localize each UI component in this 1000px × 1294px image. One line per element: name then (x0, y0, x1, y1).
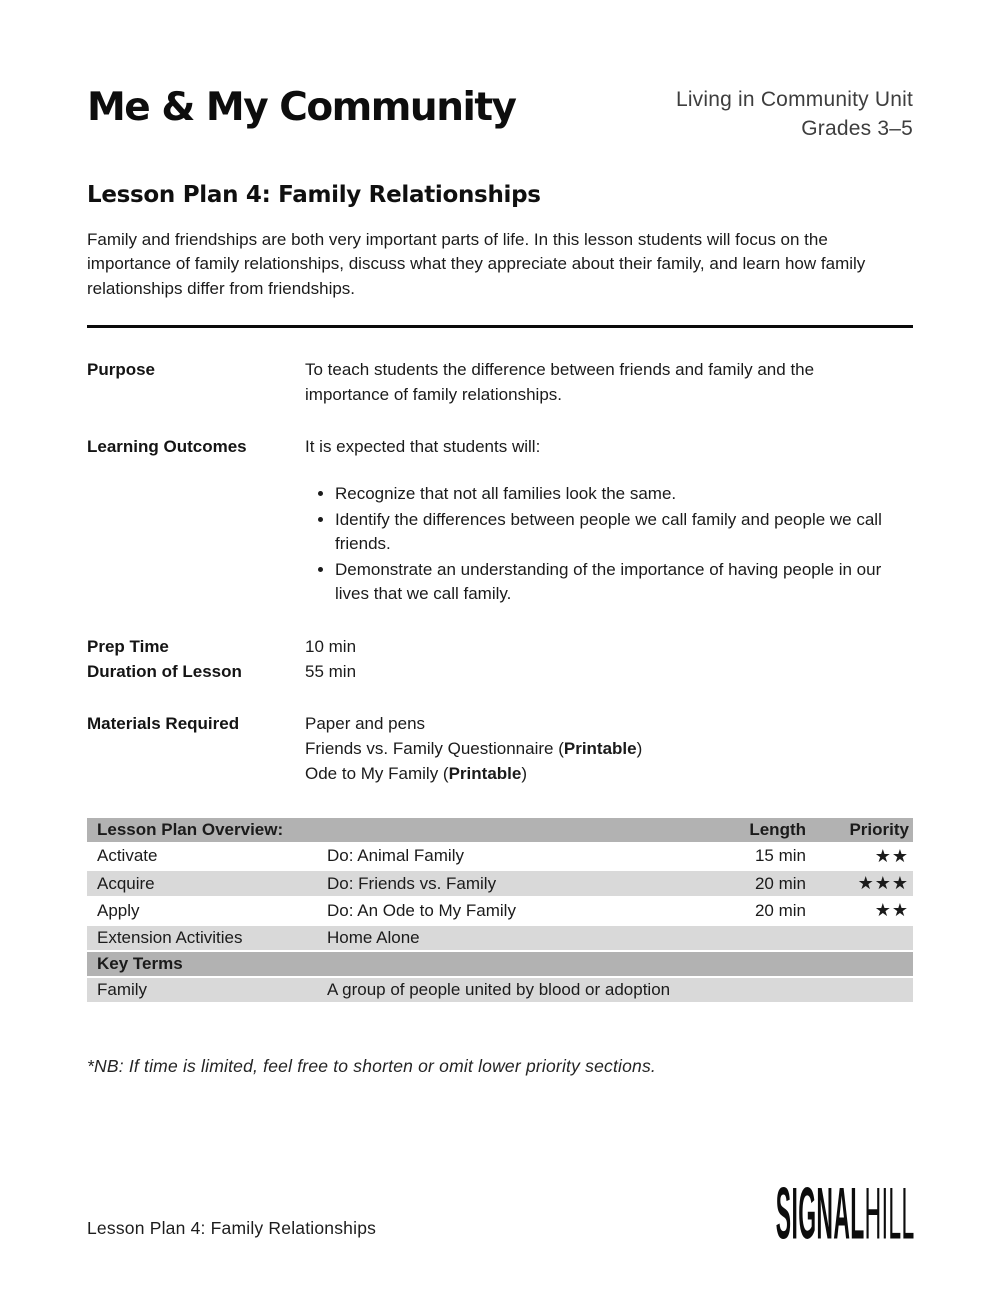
outcome-item: • Recognize that not all families look the same. (335, 482, 883, 506)
lesson-plan-overview-table (87, 818, 913, 1003)
learning-outcomes-list (305, 482, 883, 606)
learning-outcomes-label: Learning Outcomes (87, 437, 247, 457)
logo-text (776, 1172, 915, 1255)
priority-stars: ★★ (874, 900, 909, 921)
term-cell: Family (97, 980, 148, 1000)
material-item: Ode to My Family (Printable) (305, 763, 528, 783)
activity-cell: Do: An Ode to My Family (327, 901, 516, 921)
lesson-details (87, 358, 913, 786)
activity-cell: Do: Animal Family (327, 846, 464, 866)
length-column-header: Length (749, 819, 806, 839)
grade-range: Grades 3–5 (801, 116, 913, 140)
key-terms-header-row (87, 952, 913, 978)
table-row-acquire (87, 871, 913, 898)
activity-cell: Do: Friends vs. Family (327, 873, 497, 893)
duration-label: Duration of Lesson (87, 661, 242, 681)
length-cell: 20 min (754, 873, 806, 893)
key-terms-label: Key Terms (97, 953, 183, 973)
definition-cell: A group of people united by blood or adoption (327, 980, 671, 1000)
outcome-item: • Demonstrate an understanding of the importance of having people in our lives that we call family. (335, 558, 883, 607)
phase-cell: Acquire (97, 873, 155, 893)
nb-note: *NB: If time is limited, feel free to shorten or omit lower priority sections. (87, 1056, 656, 1077)
learning-outcomes-intro: It is expected that students will: (305, 437, 541, 457)
learning-outcomes-content (305, 435, 883, 607)
duration-row (87, 660, 913, 685)
page-header (87, 86, 913, 144)
lesson-heading: Lesson Plan 4: Family Relationships (87, 181, 541, 208)
materials-list (305, 712, 642, 787)
printable-tag: Printable (448, 763, 522, 783)
phase-cell: Extension Activities (97, 927, 243, 947)
signal-hill-logo (750, 1172, 915, 1255)
unit-name: Living in Community Unit (675, 88, 913, 111)
overview-header-row (87, 818, 913, 844)
purpose-label: Purpose (87, 360, 156, 380)
length-cell: 15 min (754, 846, 806, 866)
prep-time-row (87, 635, 913, 660)
printable-tag: Printable (563, 738, 637, 758)
material-item: Paper and pens (305, 713, 426, 733)
table-row-activate (87, 844, 913, 871)
materials-label: Materials Required (87, 713, 240, 733)
purpose-row (87, 358, 913, 408)
footer-lesson-title: Lesson Plan 4: Family Relationships (87, 1218, 377, 1238)
outcome-item: • Identify the differences between people we call family and people we call friends. (335, 508, 883, 557)
materials-row (87, 712, 913, 787)
purpose-text: To teach students the difference between friends and family and the importance of family relationships. (305, 360, 815, 405)
table-row-extension (87, 926, 913, 952)
prep-time-value: 10 min (305, 636, 357, 656)
unit-info (676, 86, 913, 144)
priority-stars: ★★ (874, 845, 909, 866)
learning-outcomes-row (87, 435, 913, 607)
page-footer (87, 1172, 915, 1255)
activity-cell: Home Alone (327, 927, 420, 947)
length-cell: 20 min (754, 901, 806, 921)
table-row-apply (87, 898, 913, 925)
logo-signal: SIGNAL (776, 1172, 866, 1255)
material-item: Friends vs. Family Questionnaire (Printable) (305, 738, 643, 758)
priority-stars: ★★★ (857, 873, 909, 894)
logo-hill: HILL (865, 1172, 915, 1255)
phase-cell: Activate (97, 846, 158, 866)
key-term-row-family (87, 978, 913, 1002)
document-title: Me & My Community (87, 85, 516, 130)
horizontal-divider (87, 325, 913, 328)
lesson-intro-paragraph: Family and friendships are both very important parts of life. In this lesson students will focus on the importance of family relationships, discuss what they appreciate about their family, and learn how family relationships differ from friendships. (87, 229, 866, 298)
prep-time-label: Prep Time (87, 636, 169, 656)
duration-value: 55 min (305, 661, 357, 681)
overview-title: Lesson Plan Overview: (97, 819, 284, 839)
phase-cell: Apply (97, 901, 140, 921)
priority-column-header: Priority (849, 819, 909, 839)
